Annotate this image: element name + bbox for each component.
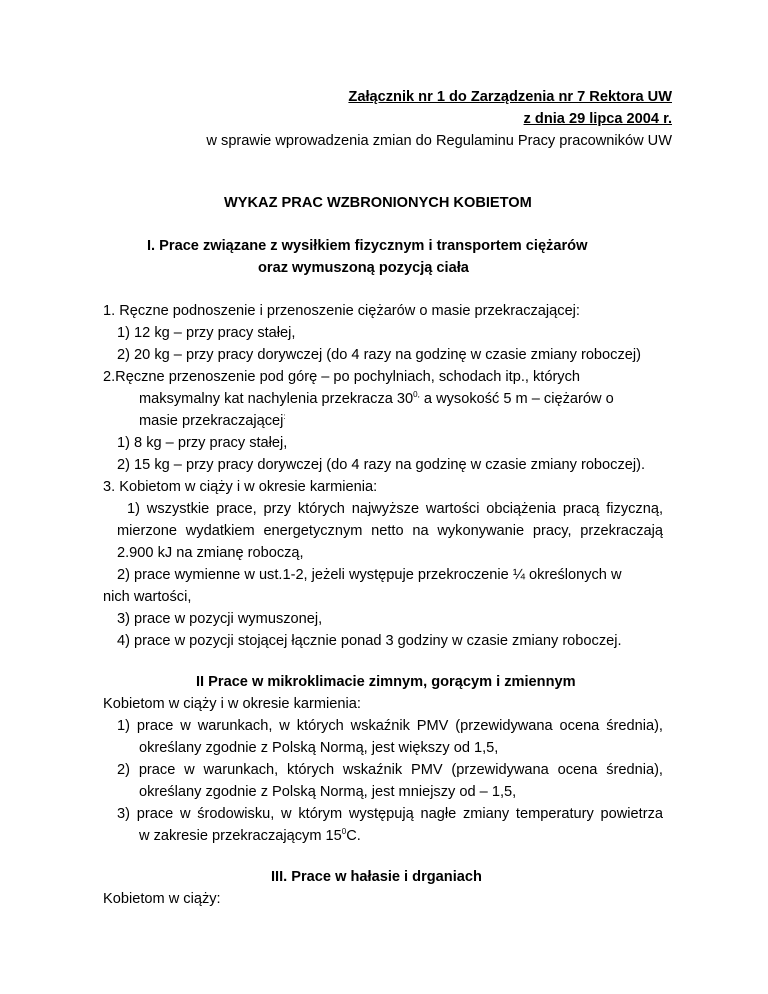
s1-item-3-1b: mierzone wydatkiem energetycznym netto na wykonywanie pracy, przekraczają bbox=[117, 523, 663, 539]
s2-item-1b: określany zgodnie z Polską Normą, jest większy od 1,5, bbox=[139, 740, 499, 756]
section-1-heading-line2: oraz wymuszoną pozycją ciała bbox=[258, 260, 469, 276]
s1-item-2-cont2 bbox=[139, 412, 286, 430]
s1-item-2-cont-b: a wysokość 5 m – ciężarów o bbox=[419, 391, 614, 407]
s1-item-2-1: 1) 8 kg – przy pracy stałej, bbox=[117, 435, 288, 451]
s2-intro: Kobietom w ciąży i w okresie karmienia: bbox=[103, 696, 361, 712]
s1-item-2-cont-a: maksymalny kat nachylenia przekracza 30 bbox=[139, 391, 414, 407]
section-1-heading-line1: I. Prace związane z wysiłkiem fizycznym i transportem ciężarów bbox=[147, 238, 588, 254]
s1-item-3-4: 4) prace w pozycji stojącej łącznie ponad 3 godziny w czasie zmiany roboczej. bbox=[117, 633, 622, 649]
s2-item-2a: 2) prace w warunkach, których wskaźnik PMV (przewidywana ocena średnia), bbox=[117, 762, 663, 778]
s1-item-2-cont2-text: masie przekraczającej bbox=[139, 413, 284, 429]
s2-item-3a: 3) prace w środowisku, w którym występują nagłe zmiany temperatury powietrza bbox=[117, 806, 663, 822]
header-subject-line: w sprawie wprowadzenia zmian do Regulaminu Pracy pracowników UW bbox=[206, 133, 672, 149]
section-3-heading: III. Prace w hałasie i drganiach bbox=[271, 869, 482, 885]
section-2-heading: II Prace w mikroklimacie zimnym, gorącym i zmiennym bbox=[196, 674, 576, 690]
degree-sup: 0, bbox=[413, 390, 420, 399]
s3-intro: Kobietom w ciąży: bbox=[103, 891, 221, 907]
s1-item-3: 3. Kobietom w ciąży i w okresie karmienia: bbox=[103, 479, 378, 495]
s1-item-3-1c: 2.900 kJ na zmianę roboczą, bbox=[117, 545, 304, 561]
document-title: WYKAZ PRAC WZBRONIONYCH KOBIETOM bbox=[224, 195, 532, 211]
s1-item-2: 2.Ręczne przenoszenie pod górę – po pochylniach, schodach itp., których bbox=[103, 369, 581, 385]
s2-item-3b-a: w zakresie przekraczającym 15 bbox=[139, 828, 342, 844]
degree-sup-2: 0 bbox=[341, 827, 347, 836]
s1-item-2-cont bbox=[139, 390, 614, 408]
s1-item-1-1: 1) 12 kg – przy pracy stałej, bbox=[117, 325, 296, 341]
s1-item-2-2: 2) 15 kg – przy pracy dorywczej (do 4 razy na godzinę w czasie zmiany roboczej). bbox=[117, 457, 646, 473]
colon-sup: : bbox=[283, 412, 286, 421]
s2-item-3b bbox=[139, 827, 361, 845]
s1-item-3-2b: nich wartości, bbox=[103, 589, 192, 605]
s2-item-1a: 1) prace w warunkach, w których wskaźnik PMV (przewidywana ocena średnia), bbox=[117, 718, 663, 734]
s1-item-3-3: 3) prace w pozycji wymuszonej, bbox=[117, 611, 323, 627]
s2-item-2b: określany zgodnie z Polską Normą, jest mniejszy od – 1,5, bbox=[139, 784, 517, 800]
s2-item-3b-b: C. bbox=[346, 828, 361, 844]
s1-item-3-1a: 1) wszystkie prace, przy których najwyższe wartości obciążenia pracą fizyczną, bbox=[127, 501, 663, 517]
s1-item-1-2: 2) 20 kg – przy pracy dorywczej (do 4 razy na godzinę w czasie zmiany roboczej) bbox=[117, 347, 641, 363]
header-date-line: z dnia 29 lipca 2004 r. bbox=[523, 111, 672, 127]
s1-item-1: 1. Ręczne podnoszenie i przenoszenie ciężarów o masie przekraczającej: bbox=[103, 303, 580, 319]
s1-item-3-2a: 2) prace wymienne w ust.1-2, jeżeli występuje przekroczenie ¼ określonych w bbox=[117, 567, 622, 583]
header-annex-line: Załącznik nr 1 do Zarządzenia nr 7 Rektora UW bbox=[348, 89, 672, 105]
